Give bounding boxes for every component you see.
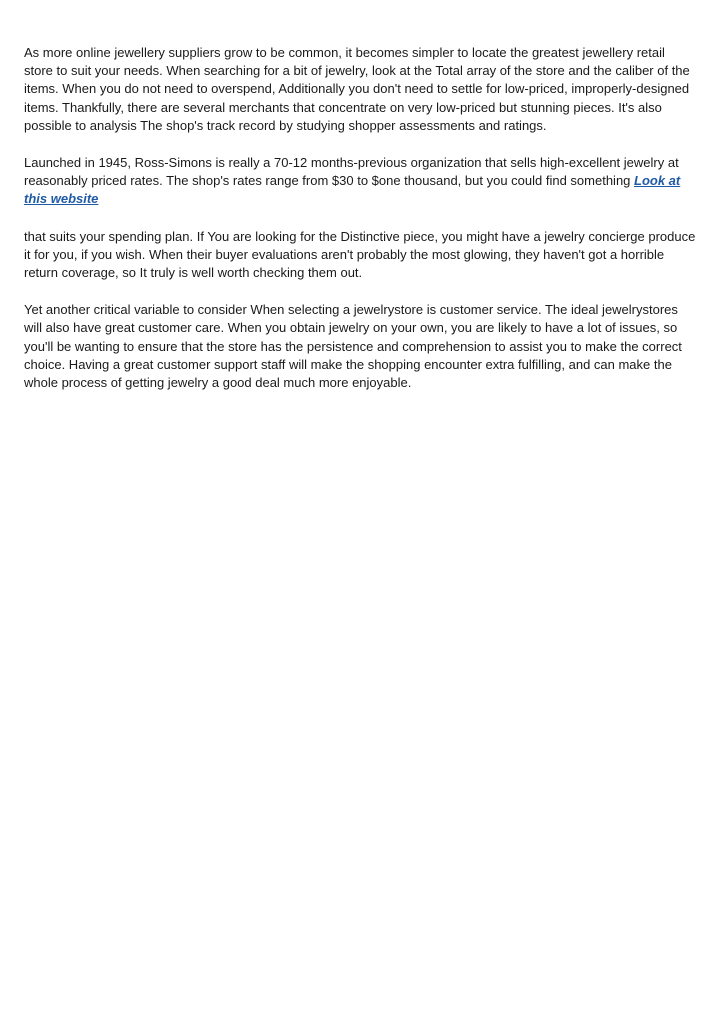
- paragraph-3: that suits your spending plan. If You are looking for the Distinctive piece, you might have a jewelry concierge produce it for you, if you wish. When their buyer evaluations aren't probably the most glowing, they haven't got a horrible return coverage, so It truly is well worth checking them out.: [24, 228, 696, 281]
- paragraph-2: [24, 154, 696, 209]
- paragraph-2-text: Launched in 1945, Ross-Simons is really a 70-12 months-previous organization that sells high-excellent jewelry at reasonably priced rates. The shop's rates range from $30 to $one thousand, but you could find something: [24, 155, 679, 189]
- paragraph-1: As more online jewellery suppliers grow to be common, it becomes simpler to locate the greatest jewellery retail store to suit your needs. When searching for a bit of jewelry, look at the Total array of the store and the caliber of the items. When you do not need to overspend, Additionally you don't need to settle for low-priced, improperly-designed items. Thankfully, there are several merchants that concentrate on very low-priced but stunning pieces. It's also possible to analysis The shop's track record by studying shopper assessments and ratings.: [24, 45, 690, 133]
- paragraph-4: Yet another critical variable to consider When selecting a jewelrystore is customer service. The ideal jewelrystores will also have great customer care. When you obtain jewelry on your own, you are likely to have a lot of issues, so you'll be wanting to ensure that the store has the persistence and comprehension to assist you to make the correct choice. Having a great customer support staff will make the shopping encounter extra fulfilling, and can make the whole process of getting jewelry a good deal much more enjoyable.: [24, 302, 682, 391]
- article-body: [24, 44, 696, 411]
- look-at-this-website-link[interactable]: Look at this website: [24, 173, 681, 207]
